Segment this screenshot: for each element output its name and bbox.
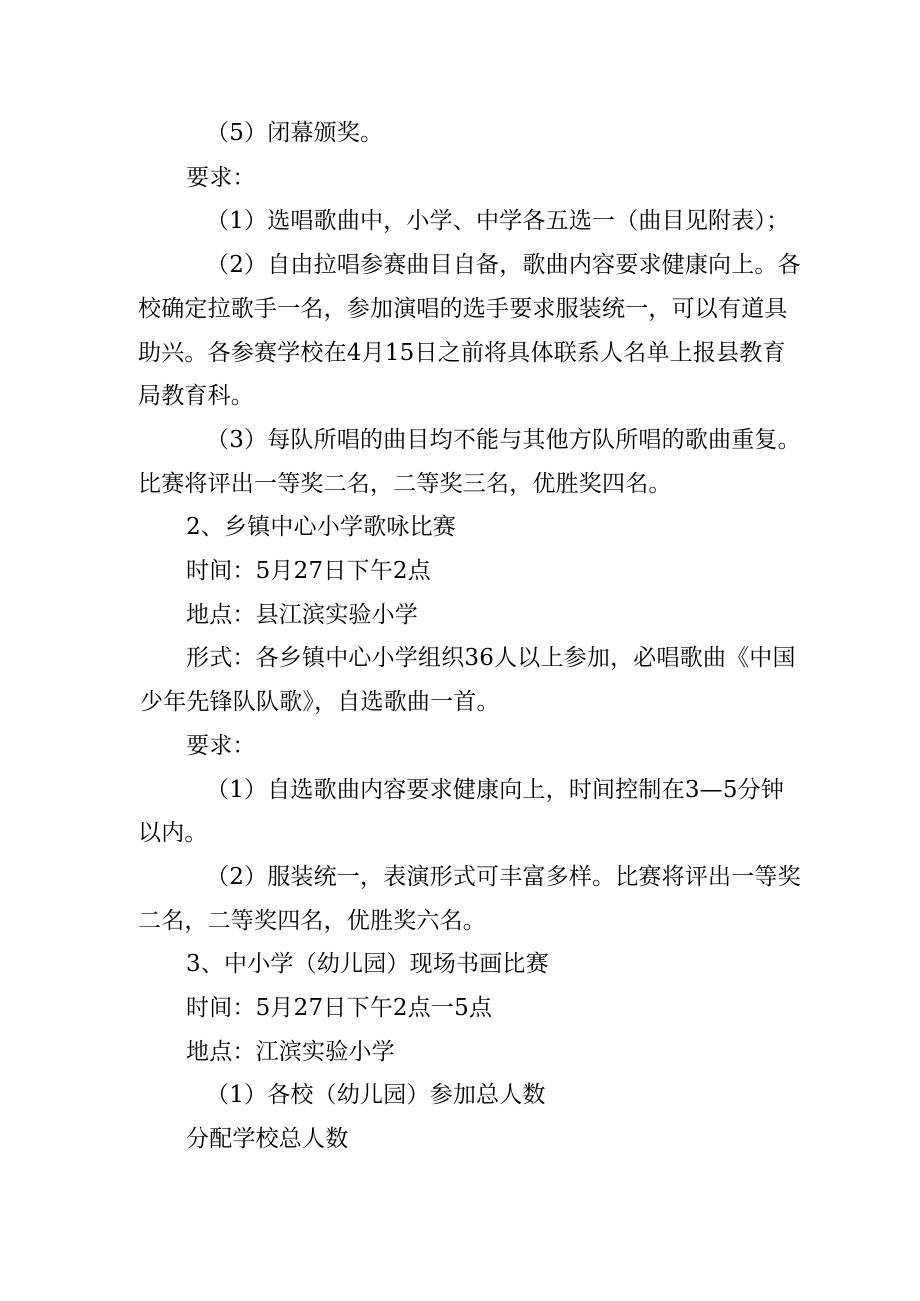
section-2-requirement-2-line-1: （2）服装统一，表演形式可丰富多样。比赛将评出一等奖	[206, 864, 801, 890]
section-3-item-1: （1）各校（幼儿园）参加总人数	[206, 1082, 546, 1108]
section-2-requirement-1-line-1: （1）自选歌曲内容要求健康向上，时间控制在3—5分钟	[206, 777, 785, 803]
section-2-requirement-2-line-2: 二名，二等奖四名，优胜奖六名。	[138, 908, 486, 934]
requirement-3-line-2: 比赛将评出一等奖二名，二等奖三名，优胜奖四名。	[138, 471, 672, 497]
section-3-allocation: 分配学校总人数	[186, 1126, 349, 1152]
item-closing-award: （5）闭幕颁奖。	[206, 120, 384, 146]
requirement-2-line-2: 校确定拉歌手一名，参加演唱的选手要求服装统一，可以有道具	[138, 296, 788, 322]
requirement-2-line-4: 局教育科。	[138, 383, 254, 409]
section-2-location: 地点：县江滨实验小学	[186, 602, 418, 628]
section-2-format-line-2: 少年先锋队队歌》，自选歌曲一首。	[140, 689, 500, 715]
section-2-heading: 2、乡镇中心小学歌咏比赛	[186, 514, 457, 540]
requirement-1: （1）选唱歌曲中，小学、中学各五选一（曲目见附表）；	[206, 208, 790, 234]
section-3-heading: 3、中小学（幼儿园）现场书画比赛	[186, 951, 549, 977]
requirements-heading: 要求：	[186, 165, 256, 191]
requirement-3-line-1: （3）每队所唱的曲目均不能与其他方队所唱的歌曲重复。	[206, 427, 801, 453]
requirement-2-line-3: 助兴。各参赛学校在4月15日之前将具体联系人名单上报县教育	[138, 340, 786, 366]
section-2-format-line-1: 形式：各乡镇中心小学组织36人以上参加，必唱歌曲《中国	[186, 645, 796, 671]
section-3-location: 地点：江滨实验小学	[186, 1039, 395, 1065]
section-3-time: 时间：5月27日下午2点一5点	[186, 995, 493, 1021]
section-2-requirements-heading: 要求：	[186, 733, 256, 759]
section-2-requirement-1-line-2: 以内。	[138, 820, 208, 846]
section-2-time: 时间：5月27日下午2点	[186, 558, 431, 584]
requirement-2-line-1: （2）自由拉唱参赛曲目自备，歌曲内容要求健康向上。各	[206, 252, 801, 278]
